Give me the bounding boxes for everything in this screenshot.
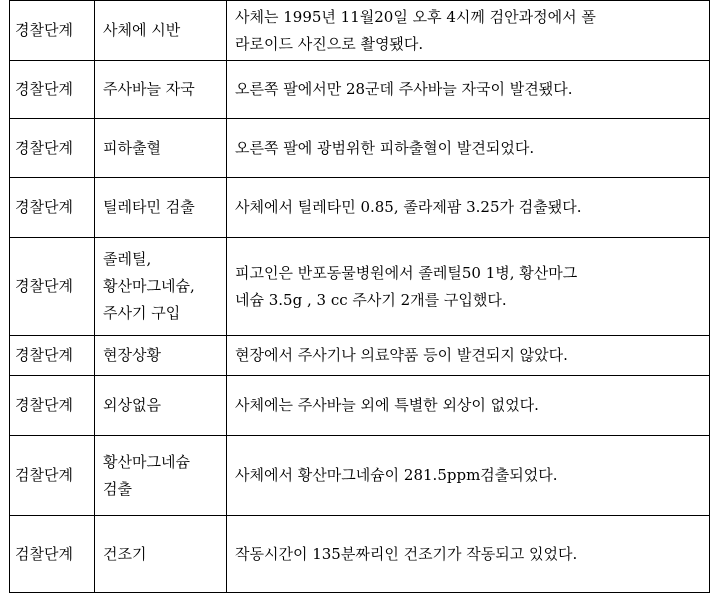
stage-cell: 검찰단계 [10,516,95,593]
detail-cell [227,516,710,593]
item-cell [95,119,227,178]
table-row [10,376,710,436]
table-row [10,1,710,61]
table-row [10,436,710,516]
detail-cell [227,1,710,61]
item-line: 검출 [103,479,132,498]
detail-line: 사체는 1995년 11월20일 오후 4시께 검안과정에서 폴 [235,7,596,26]
detail-line: 라로이드 사진으로 촬영됐다. [235,34,424,53]
stage-cell: 경찰단계 [10,336,95,376]
detail-line: 사체에서 틸레타민 0.85, 졸라제팜 3.25가 검출됐다. [235,198,582,216]
detail-cell [227,178,710,238]
item-cell [95,336,227,376]
detail-line: 사체에서 황산마그네슘이 281.5ppm검출되었다. [235,466,558,484]
detail-line: 네슘 3.5g , 3 cc 주사기 2개를 구입했다. [235,290,507,309]
detail-cell [227,119,710,178]
table-row [10,119,710,178]
item-cell [95,238,227,336]
item-line: 사체에 시반 [103,21,181,39]
stage-cell: 검찰단계 [10,436,95,516]
detail-line: 작동시간이 135분짜리인 건조기가 작동되고 있었다. [235,544,578,563]
item-line: 틸레타민 검출 [103,198,195,216]
item-cell [95,516,227,593]
item-line: 황산마그네슘, [103,277,195,295]
stage-cell: 경찰단계 [10,178,95,238]
detail-cell [227,436,710,516]
detail-line: 사체에는 주사바늘 외에 특별한 외상이 없었다. [235,396,539,414]
detail-line: 현장에서 주사기나 의료약품 등이 발견되지 않았다. [235,346,568,364]
item-cell [95,61,227,119]
document-page [9,0,710,592]
table-row [10,238,710,336]
item-cell [95,1,227,61]
stage-cell: 경찰단계 [10,119,95,178]
item-line: 주사바늘 자국 [103,80,195,98]
item-line: 현장상황 [103,346,161,364]
evidence-table [9,0,710,593]
detail-cell [227,376,710,436]
item-line: 외상없음 [103,396,161,414]
detail-cell [227,61,710,119]
item-cell [95,178,227,238]
stage-cell: 경찰단계 [10,61,95,119]
item-line: 피하출혈 [103,138,161,157]
detail-line: 피고인은 반포동물병원에서 졸레틸50 1병, 황산마그 [235,263,578,282]
table-row [10,178,710,238]
table-row [10,516,710,593]
item-line: 주사기 구입 [103,304,181,322]
stage-cell: 경찰단계 [10,376,95,436]
detail-line: 오른쪽 팔에 광범위한 피하출혈이 발견되었다. [235,138,535,157]
detail-cell [227,238,710,336]
stage-cell: 경찰단계 [10,238,95,336]
item-line: 건조기 [103,544,147,563]
table-row [10,336,710,376]
detail-line: 오른쪽 팔에서만 28군데 주사바늘 자국이 발견됐다. [235,80,573,98]
table-row [10,61,710,119]
item-line: 졸레틸, [103,250,152,268]
item-line: 황산마그네슘 [103,452,190,471]
item-cell [95,436,227,516]
item-cell [95,376,227,436]
detail-cell [227,336,710,376]
stage-cell: 경찰단계 [10,1,95,61]
